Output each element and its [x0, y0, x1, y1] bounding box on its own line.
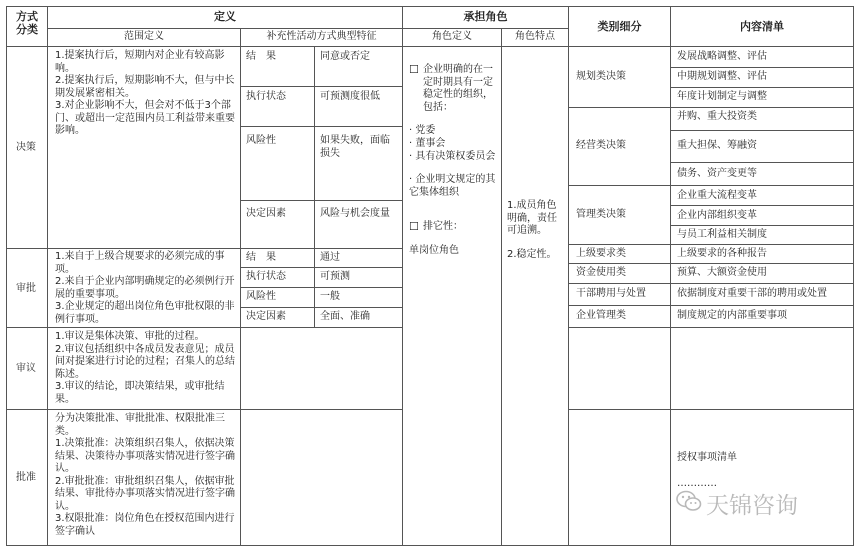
feature-value: 可预测度很低: [320, 91, 380, 102]
role-bullet: · 企业明文规定的其它集体组织: [409, 174, 496, 198]
header-scope-def: 范围定义: [124, 31, 164, 42]
header-category: 类别细分: [597, 20, 642, 33]
list-item: 债务、资产变更等: [677, 168, 757, 179]
list-item: 年度计划制定与调整: [677, 91, 767, 102]
feature-key: 执行状态: [246, 91, 286, 102]
feature-value: 同意或否定: [320, 51, 370, 62]
role-definition: 企业明确的在一定时期具有一定稳定性的组织，包括：: [423, 64, 493, 113]
feature-value: 通过: [320, 252, 340, 263]
list-item: 依据制度对重要干部的聘用或处置: [677, 288, 827, 299]
header-supplement: 补充性活动方式典型特征: [266, 31, 377, 42]
mode-approve: 审批: [16, 283, 36, 294]
header-role: 承担角色: [463, 10, 508, 23]
feature-key: 结 果: [246, 51, 276, 62]
feature-key: 结 果: [246, 252, 276, 263]
list-item: 制度规定的内部重要事项: [677, 310, 787, 321]
header-role-feature: 角色特点: [515, 31, 555, 42]
scope-approve: 1.来自于上级合规要求的必须完成的事项。 2.来自于企业内部明确规定的必须例行开展的重要事项。 3.企业规定的超出岗位角色审批权限的非例行事项。: [55, 251, 235, 325]
role-bullet: · 党委: [409, 125, 436, 136]
feature-value: 如果失败，面临损失: [320, 135, 390, 159]
feature-value: 全面、准确: [320, 311, 370, 322]
category-name: 干部聘用与处置: [576, 288, 646, 299]
feature-key: 风险性: [246, 135, 276, 146]
mode-review: 审议: [16, 363, 36, 374]
authority-title: 授权事项清单: [677, 452, 737, 463]
role-feature-2: 2.稳定性。: [507, 249, 557, 260]
feature-key: 决定因素: [246, 208, 286, 219]
header-definition: 定义: [214, 10, 236, 23]
checkbox-icon: ☐: [409, 220, 419, 233]
role-bullet: · 董事会: [409, 138, 446, 149]
header-mode: 方式 分类: [16, 10, 38, 36]
header-role-def: 角色定义: [432, 31, 472, 42]
watermark-text: 天锦咨询: [706, 493, 798, 519]
list-item: 与员工利益相关制度: [677, 229, 767, 240]
feature-key: 执行状态: [246, 271, 286, 282]
feature-key: 决定因素: [246, 311, 286, 322]
list-item: 发展战略调整、评估: [677, 51, 767, 62]
list-item: 重大担保、筹融资: [677, 140, 757, 151]
authority-dots: …………: [677, 478, 717, 489]
role-feature-1: 1.成员角色明确，责任可追溯。: [507, 200, 557, 236]
feature-value: 可预测: [320, 271, 350, 282]
checkbox-icon: ☐: [409, 63, 419, 76]
category-name: 企业管理类: [576, 310, 626, 321]
list-item: 企业重大流程变革: [677, 190, 757, 201]
role-exclusive: 排它性：: [423, 221, 463, 232]
wechat-icon: [676, 490, 702, 512]
scope-ratify: 分为决策批准、审批批准、权限批准三类。 1.决策批准：决策组织召集人，依据决策结果、决策待办事项落实情况进行签字确认。 2.审批批准：审批组织召集人，依据审批结果、审批待办事项落实情况进行签字确认。 3.权限批准：岗位角色在授权范围内进行签字确认: [55, 413, 235, 537]
scope-review: 1.审议是集体决策、审批的过程。 2.审议包括组织中各成员发表意见；成员间对提案进行讨论的过程；召集人的总结陈述。 3.审议的结论，即决策结果，或审批结果。: [55, 331, 235, 405]
category-name: 资金使用类: [576, 267, 626, 278]
list-item: 上级要求的各种报告: [677, 248, 767, 259]
role-single-post: 单岗位角色: [409, 245, 459, 256]
list-item: 企业内部组织变革: [677, 210, 757, 221]
feature-key: 风险性: [246, 291, 276, 302]
list-item: 并购、重大投资类: [677, 111, 757, 122]
scope-decision: 1.提案执行后，短期内对企业有较高影响。 2.提案执行后，短期影响不大，但与中长期发展紧密相关。 3.对企业影响不大，但会对不低于3个部门、或超出一定范围内员工利益带来重要影响。: [55, 50, 235, 136]
category-name: 经营类决策: [576, 140, 626, 151]
list-item: 预算、大额资金使用: [677, 267, 767, 278]
header-list: 内容清单: [740, 20, 784, 33]
list-item: 中期规划调整、评估: [677, 71, 767, 82]
role-bullet: · 具有决策权委员会: [409, 151, 496, 162]
category-name: 规划类决策: [576, 71, 626, 82]
category-name: 管理类决策: [576, 209, 626, 220]
category-name: 上级要求类: [576, 248, 626, 259]
mode-ratify: 批准: [16, 472, 36, 483]
feature-value: 风险与机会度量: [320, 208, 390, 219]
feature-value: 一般: [320, 291, 340, 302]
mode-decision: 决策: [16, 142, 36, 153]
